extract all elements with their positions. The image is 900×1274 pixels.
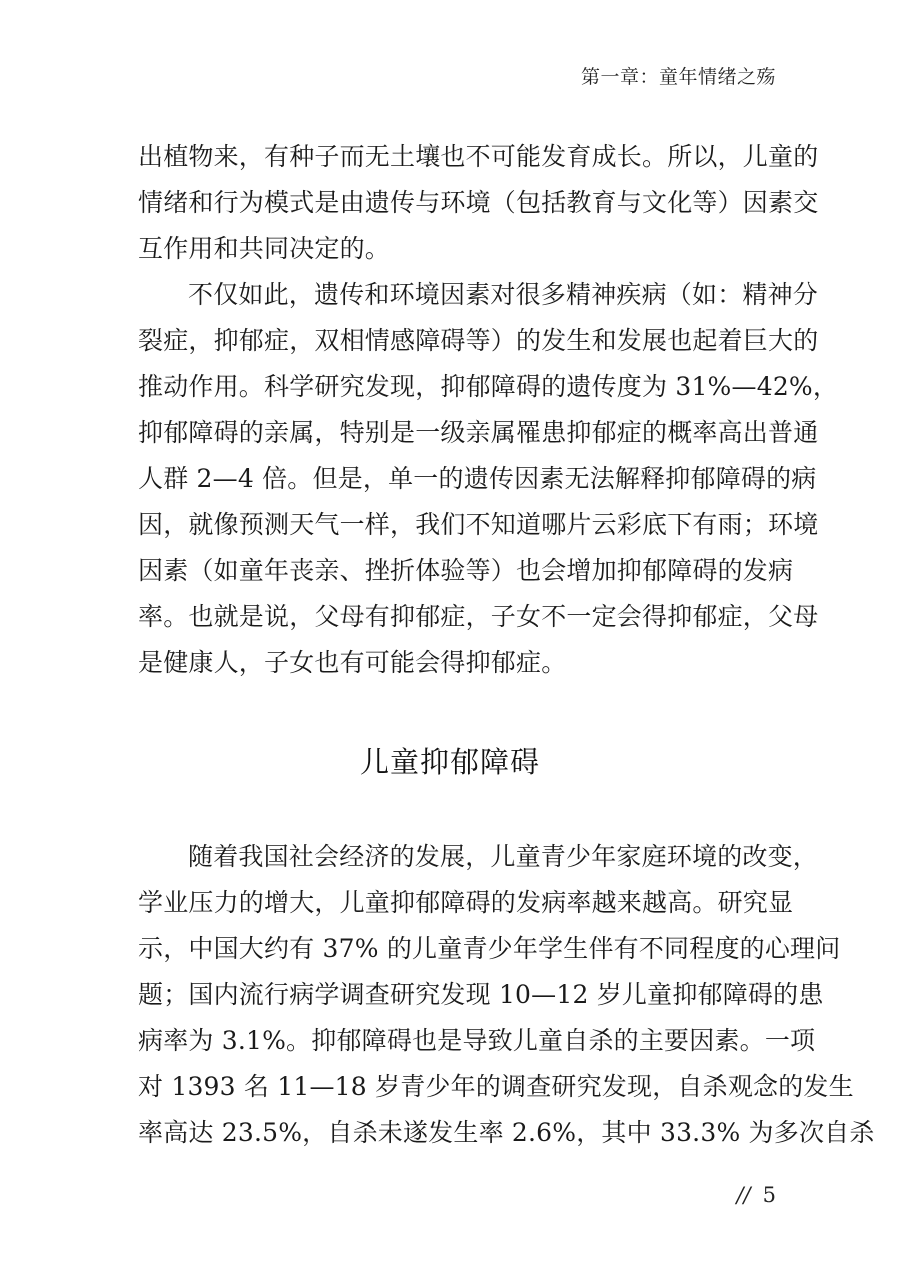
text-line: 率高达 23.5%，自杀未遂发生率 2.6%，其中 33.3% 为多次自杀 — [138, 1118, 875, 1147]
text-line: 对 1393 名 11—18 岁青少年的调查研究发现，自杀观念的发生 — [138, 1072, 854, 1101]
text-line: 裂症，抑郁症，双相情感障碍等）的发生和发展也起着巨大的 — [138, 326, 819, 355]
text-line: 率。也就是说，父母有抑郁症，子女不一定会得抑郁症，父母 — [138, 602, 819, 631]
paragraph-genetics — [138, 272, 839, 686]
paragraph-child-depression — [138, 834, 875, 1156]
text-line: 学业压力的增大，儿童抑郁障碍的发病率越来越高。研究显 — [138, 888, 794, 917]
paragraph-continued — [138, 134, 819, 272]
text-line: 因，就像预测天气一样，我们不知道哪片云彩底下有雨；环境 — [138, 510, 819, 539]
text-line: 是健康人，子女也有可能会得抑郁症。 — [138, 648, 567, 677]
text-line: 抑郁障碍的亲属，特别是一级亲属罹患抑郁症的概率高出普通 — [138, 418, 819, 447]
text-line: 题；国内流行病学调查研究发现 10—12 岁儿童抑郁障碍的患 — [138, 980, 824, 1009]
text-line: 人群 2—4 倍。但是，单一的遗传因素无法解释抑郁障碍的病 — [138, 464, 817, 493]
text-line: 出植物来，有种子而无土壤也不可能发育成长。所以，儿童的 — [138, 142, 819, 171]
page-footer — [736, 1183, 776, 1207]
text-line: 病率为 3.1%。抑郁障碍也是导致儿童自杀的主要因素。一项 — [138, 1026, 816, 1055]
text-line: 因素（如童年丧亲、挫折体验等）也会增加抑郁障碍的发病 — [138, 556, 794, 585]
text-line: 互作用和共同决定的。 — [138, 234, 391, 263]
text-line: 不仅如此，遗传和环境因素对很多精神疾病（如：精神分 — [188, 280, 819, 309]
running-header: 第一章：童年情绪之殇 — [580, 66, 776, 88]
page-number: 5 — [762, 1183, 776, 1207]
text-line: 随着我国社会经济的发展，儿童青少年家庭环境的改变， — [188, 842, 819, 871]
folio-separator: // — [736, 1183, 751, 1207]
section-heading: 儿童抑郁障碍 — [359, 745, 540, 779]
text-line: 情绪和行为模式是由遗传与环境（包括教育与文化等）因素交 — [138, 188, 819, 217]
text-line: 推动作用。科学研究发现，抑郁障碍的遗传度为 31%—42%， — [138, 372, 839, 401]
text-line: 示，中国大约有 37% 的儿童青少年学生伴有不同程度的心理问 — [138, 934, 841, 963]
